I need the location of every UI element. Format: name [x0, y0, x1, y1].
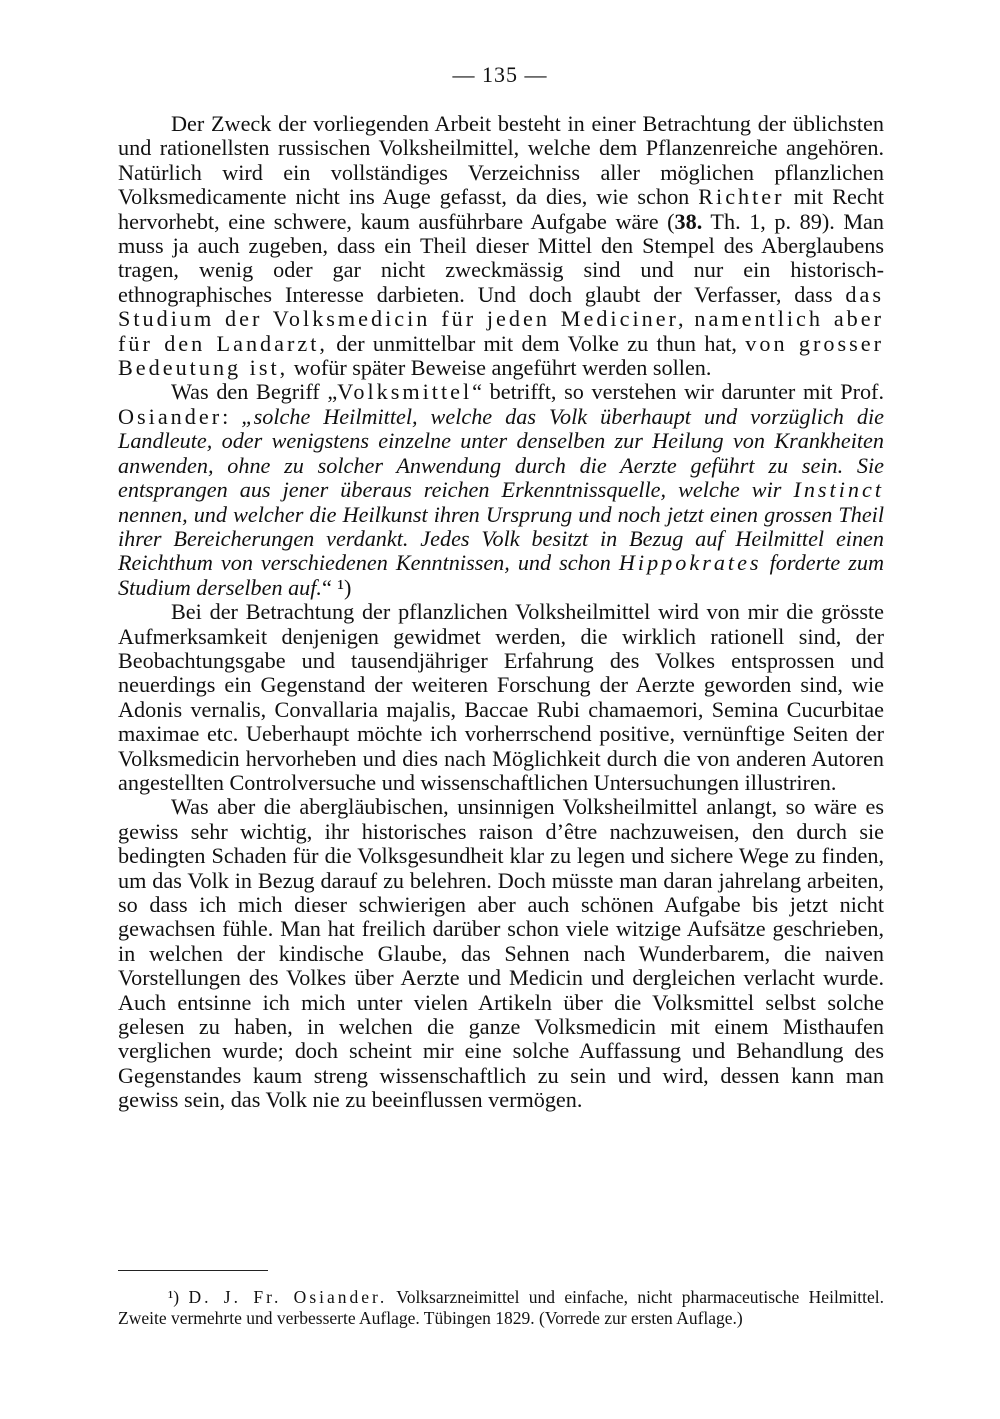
p1-text-1: Der Zweck der vorliegenden Arbeit besteht in einer Betrachtung der üblichsten und rationellsten russischen Volksheilmittel, welche dem Pflanzenreiche angehören. Natürlich wird ein vollständiges Verzeichniss aller möglichen pflanzlichen Volksmedicamente nicht ins Auge gefasst, da dies, wie schon	[118, 111, 884, 210]
p2-text-2: “ betrifft, so verstehen wir darunter mit Prof.	[472, 379, 884, 405]
main-text	[118, 112, 884, 1113]
footnote-text	[118, 1287, 884, 1329]
footnote-marker: ¹)	[168, 1287, 180, 1307]
paragraph-4: Was aber die abergläubischen, unsinnigen Volksheilmittel anlangt, so wäre es gewiss sehr wichtig, ihr historisches raison d’être nachzuweisen, den durch sie bedingten Schaden für die Volksgesundheit klar zu legen und sichere Wege zu finden, um das Volk in Bezug darauf zu belehren. Doch müsste man daran jahrelang arbeiten, so dass ich mich dieser schwierigen aber auch schönen Aufgabe bis jetzt nicht gewachsen fühle. Man hat freilich darüber schon viele witzige Aufsätze geschrieben, in welchen der kindische Glaube, das Sehnen nach Wunderbarem, die naiven Vorstellungen des Volkes über Aerzte und Medicin und dergleichen verlacht wurde. Auch entsinne ich mich unter vielen Artikeln über die Volksmittel selbst solche gelesen zu haben, in welchen die ganze Volksmedicin mit einem Misthaufen verglichen wurde; doch scheint mir eine solche Auffassung und Behandlung des Gegenstandes kaum streng wissenschaftlich zu sein und wird, dessen kann man gewiss sein, das Volk nie zu beeinflussen vermögen.	[118, 794, 884, 1113]
p1-text-3: Th. 1, p. 89). Man muss ja auch zugeben, dass ein Theil dieser Mittel den Stempel des Aberglaubens tragen, wenig oder gar nicht zweckmässig sind und nur ein historisch-ethnographisches Interesse darbieten. Und doch glaubt der Verfasser, dass	[118, 208, 884, 307]
paragraph-2	[118, 380, 884, 600]
footnote-divider	[118, 1270, 268, 1271]
footnote-reference: “ ¹)	[321, 574, 352, 600]
paragraph-3: Bei der Betrachtung der pflanzlichen Volksheilmittel wird von mir die grösste Aufmerksamkeit denjenigen gewidmet werden, die wirklich rationell sind, der Beobachtungsgabe und tausendjähriger Erfahrung des Volkes entsprossen und neuerdings ein Gegenstand der weiteren Forschung der Aerzte geworden sind, wie Adonis vernalis, Convallaria majalis, Baccae Rubi chamaemori, Semina Cucurbitae maximae etc. Ueberhaupt möchte ich vorherrschend positive, vernünftige Seiten der Volksmedicin hervorheben und dies nach Möglichkeit durch die von anderen Autoren angestellten Controlversuche und wissenschaftlichen Untersuchungen illustriren.	[118, 599, 884, 795]
p1-text-5: der unmittelbar mit dem Volke zu thun hat,	[327, 330, 746, 356]
footnote	[118, 1287, 884, 1329]
quote-part-2: nennen, und welcher die Heilkunst ihren Ursprung und noch jetzt einen grossen Theil ihrer Bereicherungen verdankt. Jedes Volk besitzt in Bezug auf Heilmittel einen Reichthum von verschiedenen Kenntnissen, und schon	[118, 501, 884, 576]
name-hippokrates: Hippokrates	[618, 550, 762, 576]
term-volksmittel: Volksmittel	[337, 379, 473, 405]
paragraph-1	[118, 112, 884, 380]
spaced-emphasis-3: von grosser Bedeutung ist,	[118, 330, 884, 381]
p1-text-6: wofür später Beweise angeführt werden sollen.	[288, 355, 712, 381]
footnote-body: Volksarzneimittel und einfache, nicht pharmaceutische Heilmittel. Zweite vermehrte und verbesserte Auflage. Tübingen 1829. (Vorrede zur ersten Auflage.)	[118, 1287, 885, 1328]
footnote-author: D. J. Fr. Osiander.	[188, 1287, 388, 1307]
spaced-emphasis-2: namentlich aber für den Landarzt,	[118, 306, 884, 356]
quote-part-1: „solche Heilmittel, welche das Volk überhaupt und vorzüglich die Landleute, oder wenigstens einzelne unter denselben zur Heilung von Krankheiten anwenden, ohne zu solcher Anwendung durch die Aerzte geführt zu sein. Sie entsprangen aus jener überaus reichen Erkenntnissquelle, welche wir	[118, 403, 884, 503]
spaced-emphasis-1: das Studium der Volksmedicin für jeden Mediciner,	[118, 281, 884, 332]
term-instinct: Instinct	[793, 477, 884, 503]
page-number: — 135 —	[452, 62, 548, 87]
name-richter: Richter	[698, 184, 785, 210]
p2-text-1: Was den Begriff „	[171, 379, 338, 405]
p1-text-2: mit Recht hervorhebt, eine schwere, kaum ausführbare Aufgabe wäre (	[118, 184, 885, 234]
name-osiander: Osiander	[118, 403, 223, 429]
p2-text-3: :	[222, 403, 242, 429]
quote-part-3: forderte zum Studium derselben auf.	[118, 550, 884, 600]
reference-number: 38.	[674, 208, 703, 234]
